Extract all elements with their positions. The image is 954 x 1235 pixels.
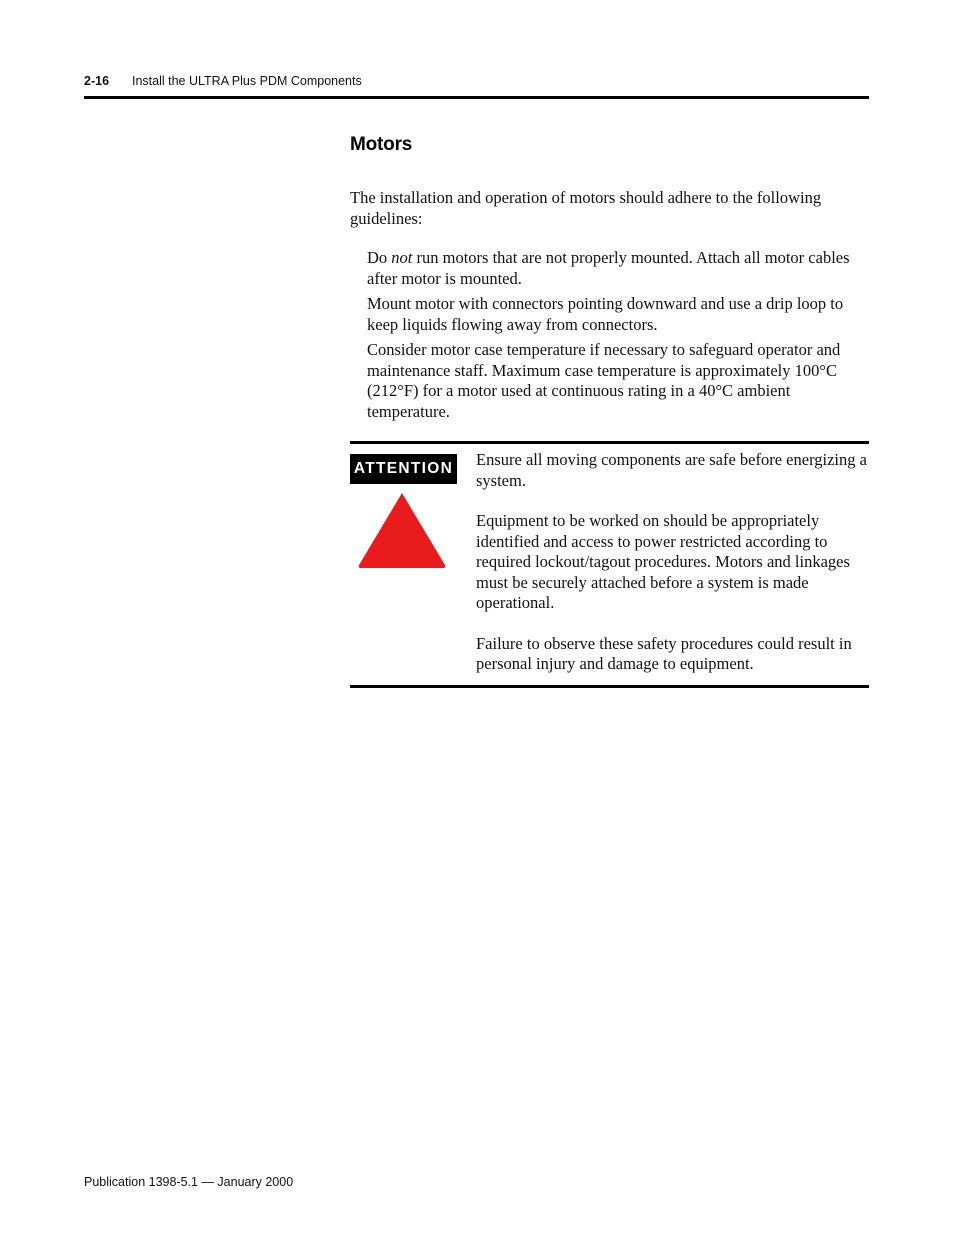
guidelines-list [367, 248, 867, 427]
attention-message [476, 450, 869, 695]
section-title: Motors [350, 134, 413, 155]
warning-triangle-shape [359, 493, 446, 568]
guideline-text: Consider motor case temperature if necessary to safeguard operator and maintenance staff. Maximum case temperature is approximately 100°C (212°F) for a motor used at continuous rating in a 40°C ambient temperature. [367, 340, 841, 421]
attention-badge: ATTENTION [350, 454, 457, 484]
guideline-item [367, 294, 867, 335]
publication-footer: Publication 1398-5.1 — January 2000 [84, 1175, 294, 1189]
attention-paragraph: Failure to observe these safety procedures could result in personal injury and damage to equipment. [476, 633, 852, 673]
guideline-item [367, 340, 867, 422]
guideline-text: run motors that are not properly mounted. Attach all motor cables after motor is mounted. [367, 248, 850, 288]
guideline-item [367, 248, 867, 289]
guideline-text: Do [367, 248, 392, 267]
attention-bottom-rule [350, 685, 869, 688]
guideline-text: Mount motor with connectors pointing downward and use a drip loop to keep liquids flowing away from connectors. [367, 294, 844, 334]
attention-paragraph: Ensure all moving components are safe before energizing a system. [476, 450, 867, 490]
warning-triangle-icon [356, 489, 448, 571]
intro-paragraph: The installation and operation of motors should adhere to the following guidelines: [350, 188, 822, 228]
page-header [84, 73, 869, 93]
header-rule [84, 96, 869, 99]
chapter-title: Install the ULTRA Plus PDM Components [132, 74, 362, 88]
guideline-emphasis: not [391, 248, 413, 267]
page-number: 2-16 [84, 74, 110, 88]
attention-top-rule [350, 441, 869, 444]
attention-paragraph: Equipment to be worked on should be appropriately identified and access to power restricted according to required lockout/tagout procedures. Motors and linkages must be securely attached before a system is made operational. [476, 511, 850, 612]
